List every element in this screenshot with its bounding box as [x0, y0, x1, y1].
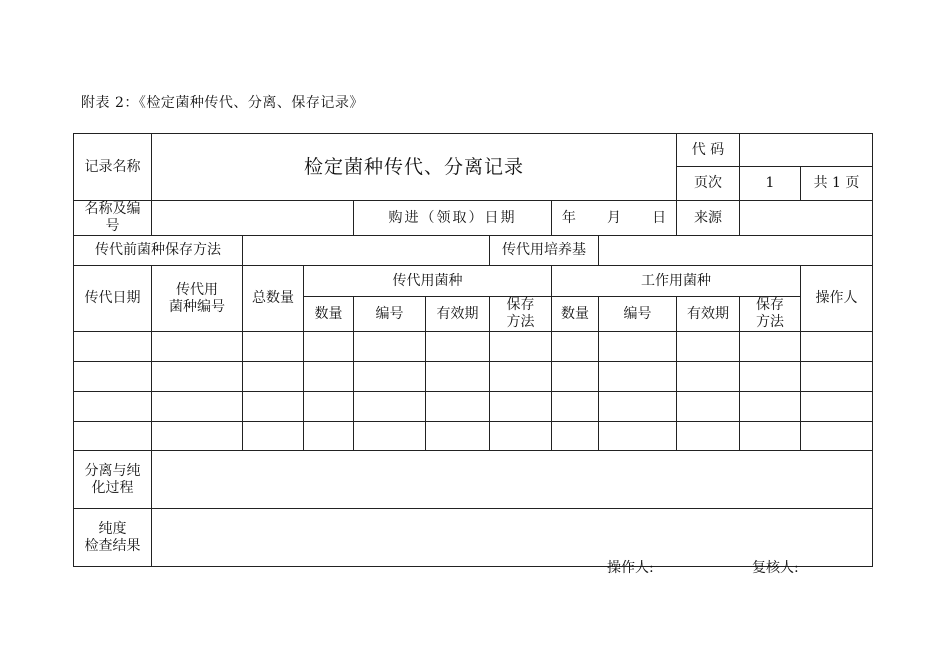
separation-field[interactable] — [152, 451, 873, 509]
table-cell[interactable] — [740, 362, 801, 392]
table-cell[interactable] — [354, 422, 426, 451]
table-cell[interactable] — [552, 392, 599, 422]
table-cell[interactable] — [599, 362, 677, 392]
col-header-passage-storage — [490, 297, 552, 332]
table-cell[interactable] — [801, 332, 873, 362]
col-header-working-expiry: 有效期 — [677, 297, 740, 332]
table-cell[interactable] — [490, 332, 552, 362]
date-month-label: 月 — [607, 209, 621, 226]
table-cell[interactable] — [801, 362, 873, 392]
record-table — [73, 133, 873, 576]
table-cell[interactable] — [490, 422, 552, 451]
table-cell[interactable] — [552, 422, 599, 451]
medium-label: 传代用培养基 — [490, 236, 599, 266]
purity-label-line1: 纯度 — [98, 520, 127, 537]
table-cell[interactable] — [552, 362, 599, 392]
col-header-passage-number: 编号 — [354, 297, 426, 332]
table-cell[interactable] — [599, 422, 677, 451]
table-row — [74, 392, 873, 422]
table-cell[interactable] — [801, 422, 873, 451]
table-cell[interactable] — [426, 332, 490, 362]
passage-storage-line1: 保存 — [506, 297, 535, 313]
table-cell[interactable] — [74, 332, 152, 362]
separation-label-line1: 分离与纯 — [84, 462, 141, 479]
table-cell[interactable] — [552, 332, 599, 362]
table-cell[interactable] — [490, 392, 552, 422]
date-year-label: 年 — [561, 209, 576, 226]
table-cell[interactable] — [152, 332, 243, 362]
col-header-date: 传代日期 — [74, 266, 152, 332]
table-cell[interactable] — [354, 332, 426, 362]
table-cell[interactable] — [677, 362, 740, 392]
reviewer-signature-label: 复核人: — [752, 559, 799, 576]
table-row — [74, 422, 873, 451]
purchase-date-label: 购进（领取）日期 — [354, 201, 552, 236]
col-group-working-strain: 工作用菌种 — [552, 266, 801, 297]
table-cell[interactable] — [243, 392, 304, 422]
code-value[interactable] — [740, 134, 873, 167]
table-cell[interactable] — [740, 392, 801, 422]
col-header-passage-expiry: 有效期 — [426, 297, 490, 332]
table-cell[interactable] — [354, 392, 426, 422]
col-header-strain-no — [152, 266, 243, 332]
table-cell[interactable] — [243, 362, 304, 392]
date-day-label: 日 — [652, 209, 667, 226]
table-cell[interactable] — [152, 422, 243, 451]
table-cell[interactable] — [426, 422, 490, 451]
table-cell[interactable] — [243, 332, 304, 362]
col-group-passage-strain: 传代用菌种 — [304, 266, 552, 297]
table-cell[interactable] — [304, 422, 354, 451]
table-cell[interactable] — [426, 362, 490, 392]
table-cell[interactable] — [354, 362, 426, 392]
total-pages: 共 1 页 — [801, 167, 873, 201]
passage-storage-line2: 方法 — [506, 314, 535, 330]
purity-field[interactable] — [152, 509, 873, 576]
table-cell[interactable] — [801, 392, 873, 422]
table-cell[interactable] — [740, 422, 801, 451]
table-cell[interactable] — [426, 392, 490, 422]
table-cell[interactable] — [74, 422, 152, 451]
working-storage-line1: 保存 — [756, 297, 785, 313]
operator-signature-label: 操作人: — [607, 559, 654, 576]
pre-storage-label: 传代前菌种保存方法 — [74, 236, 243, 266]
table-cell[interactable] — [152, 362, 243, 392]
table-cell[interactable] — [490, 362, 552, 392]
col-header-total-qty: 总数量 — [243, 266, 304, 332]
table-cell[interactable] — [152, 392, 243, 422]
name-no-label: 名称及编号 — [74, 201, 152, 236]
table-cell[interactable] — [599, 332, 677, 362]
table-row — [74, 362, 873, 392]
col-header-working-number: 编号 — [599, 297, 677, 332]
source-label: 来源 — [677, 201, 740, 236]
separation-label-line2: 化过程 — [91, 479, 134, 496]
page-value: 1 — [740, 167, 801, 201]
table-cell[interactable] — [243, 422, 304, 451]
col-header-working-storage — [740, 297, 801, 332]
medium-field[interactable] — [599, 236, 873, 266]
separation-label — [74, 451, 152, 509]
table-cell[interactable] — [677, 422, 740, 451]
col-header-strain-no-line2: 菌种编号 — [169, 298, 225, 315]
name-no-field[interactable] — [152, 201, 354, 236]
table-cell[interactable] — [677, 392, 740, 422]
table-cell[interactable] — [304, 332, 354, 362]
table-cell[interactable] — [304, 392, 354, 422]
code-label: 代 码 — [677, 134, 740, 167]
table-cell[interactable] — [74, 392, 152, 422]
purity-label — [74, 509, 152, 567]
table-cell[interactable] — [74, 362, 152, 392]
col-header-working-qty: 数量 — [552, 297, 599, 332]
col-header-operator: 操作人 — [801, 266, 873, 332]
page-label: 页次 — [677, 167, 740, 201]
purity-label-line2: 检查结果 — [84, 537, 141, 554]
purchase-date-field[interactable] — [552, 201, 677, 236]
table-cell[interactable] — [304, 362, 354, 392]
table-caption: 附表 2：《检定菌种传代、分离、保存记录》 — [81, 95, 364, 111]
source-field[interactable] — [740, 201, 873, 236]
pre-storage-field[interactable] — [243, 236, 490, 266]
table-cell[interactable] — [599, 392, 677, 422]
col-header-strain-no-line1: 传代用 — [176, 281, 218, 298]
table-cell[interactable] — [677, 332, 740, 362]
table-row — [74, 332, 873, 362]
record-title: 检定菌种传代、分离记录 — [152, 134, 677, 201]
record-name-label: 记录名称 — [74, 134, 152, 201]
col-header-passage-qty: 数量 — [304, 297, 354, 332]
table-cell[interactable] — [740, 332, 801, 362]
working-storage-line2: 方法 — [756, 314, 785, 330]
